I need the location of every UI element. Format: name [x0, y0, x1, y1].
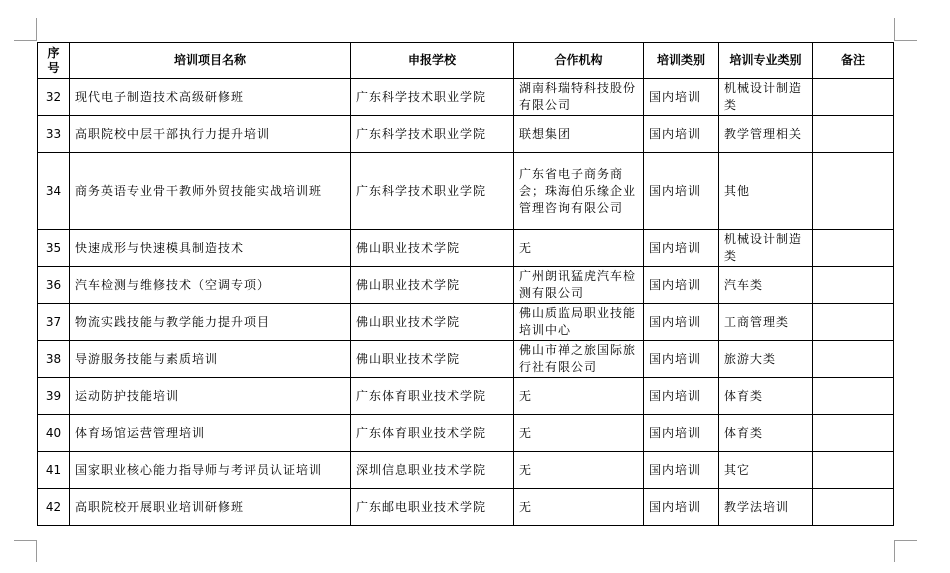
cell-seq: 42 [38, 489, 70, 526]
cell-seq: 35 [38, 230, 70, 267]
cell-major: 汽车类 [719, 267, 813, 304]
cell-major: 机械设计制造类 [719, 230, 813, 267]
header-partner: 合作机构 [514, 43, 644, 79]
cell-note [813, 304, 894, 341]
table-row [38, 341, 894, 378]
cell-major: 其它 [719, 452, 813, 489]
cell-note [813, 452, 894, 489]
cell-seq: 36 [38, 267, 70, 304]
cell-project-name: 现代电子制造技术高级研修班 [70, 79, 351, 116]
table-row [38, 452, 894, 489]
cell-partner: 广州朗讯猛虎汽车检测有限公司 [514, 267, 644, 304]
table-row [38, 415, 894, 452]
cell-school: 佛山职业技术学院 [351, 267, 514, 304]
cell-school: 佛山职业技术学院 [351, 230, 514, 267]
cell-school: 广东邮电职业技术学院 [351, 489, 514, 526]
cell-partner: 佛山市禅之旅国际旅行社有限公司 [514, 341, 644, 378]
cell-seq: 41 [38, 452, 70, 489]
table-row [38, 79, 894, 116]
cell-category: 国内培训 [644, 341, 719, 378]
cell-note [813, 230, 894, 267]
cell-school: 佛山职业技术学院 [351, 341, 514, 378]
header-seq-glyph: 序 [47, 45, 60, 60]
cell-category: 国内培训 [644, 230, 719, 267]
cell-school: 广东体育职业技术学院 [351, 378, 514, 415]
table-row [38, 116, 894, 153]
cell-project-name: 高职院校中层干部执行力提升培训 [70, 116, 351, 153]
crop-mark-top-left-horizontal [14, 40, 37, 41]
cell-school: 广东科学技术职业学院 [351, 116, 514, 153]
header-school: 申报学校 [351, 43, 514, 79]
cell-major: 工商管理类 [719, 304, 813, 341]
crop-mark-top-right-vertical [894, 18, 895, 40]
cell-partner: 联想集团 [514, 116, 644, 153]
cell-category: 国内培训 [644, 378, 719, 415]
header-project-name: 培训项目名称 [70, 43, 351, 79]
cell-seq: 34 [38, 153, 70, 230]
cell-project-name: 汽车检测与维修技术（空调专项） [70, 267, 351, 304]
cell-seq: 40 [38, 415, 70, 452]
cell-partner: 无 [514, 489, 644, 526]
cell-partner: 湖南科瑞特科技股份有限公司 [514, 79, 644, 116]
cell-school: 佛山职业技术学院 [351, 304, 514, 341]
cell-seq: 39 [38, 378, 70, 415]
cell-category: 国内培训 [644, 304, 719, 341]
cell-note [813, 116, 894, 153]
cell-major: 体育类 [719, 415, 813, 452]
cell-note [813, 153, 894, 230]
table-row [38, 267, 894, 304]
cell-school: 深圳信息职业技术学院 [351, 452, 514, 489]
header-seq-glyph: 号 [47, 60, 60, 75]
cell-note [813, 341, 894, 378]
header-seq-char-1 [38, 46, 69, 76]
crop-mark-bottom-right-horizontal [894, 540, 917, 541]
table-row [38, 153, 894, 230]
header-major: 培训专业类别 [719, 43, 813, 79]
cell-partner: 无 [514, 378, 644, 415]
cell-note [813, 79, 894, 116]
header-seq [38, 43, 70, 79]
cell-project-name: 运动防护技能培训 [70, 378, 351, 415]
table-header-row [38, 43, 894, 79]
cell-project-name: 国家职业核心能力指导师与考评员认证培训 [70, 452, 351, 489]
cell-major: 教学法培训 [719, 489, 813, 526]
cell-category: 国内培训 [644, 452, 719, 489]
training-project-table [37, 42, 894, 526]
table-row [38, 489, 894, 526]
header-category: 培训类别 [644, 43, 719, 79]
cell-category: 国内培训 [644, 489, 719, 526]
cell-major: 教学管理相关 [719, 116, 813, 153]
cell-project-name: 导游服务技能与素质培训 [70, 341, 351, 378]
cell-category: 国内培训 [644, 116, 719, 153]
cell-school: 广东科学技术职业学院 [351, 153, 514, 230]
cell-project-name: 高职院校开展职业培训研修班 [70, 489, 351, 526]
cell-seq: 37 [38, 304, 70, 341]
crop-mark-top-left-vertical [36, 18, 37, 40]
cell-major: 其他 [719, 153, 813, 230]
cell-category: 国内培训 [644, 79, 719, 116]
header-note: 备注 [813, 43, 894, 79]
cell-seq: 38 [38, 341, 70, 378]
crop-mark-bottom-left-vertical [36, 540, 37, 562]
cell-note [813, 489, 894, 526]
cell-partner: 无 [514, 415, 644, 452]
cell-partner: 无 [514, 452, 644, 489]
crop-mark-top-right-horizontal [894, 40, 917, 41]
cell-category: 国内培训 [644, 415, 719, 452]
cell-major: 旅游大类 [719, 341, 813, 378]
cell-school: 广东体育职业技术学院 [351, 415, 514, 452]
cell-major: 体育类 [719, 378, 813, 415]
cell-category: 国内培训 [644, 267, 719, 304]
table-row [38, 230, 894, 267]
cell-partner: 佛山质监局职业技能培训中心 [514, 304, 644, 341]
cell-major: 机械设计制造类 [719, 79, 813, 116]
cell-partner: 无 [514, 230, 644, 267]
cell-project-name: 商务英语专业骨干教师外贸技能实战培训班 [70, 153, 351, 230]
cell-seq: 33 [38, 116, 70, 153]
table-row [38, 378, 894, 415]
cell-partner: 广东省电子商务商会；珠海伯乐缘企业管理咨询有限公司 [514, 153, 644, 230]
crop-mark-bottom-left-horizontal [14, 540, 37, 541]
cell-project-name: 物流实践技能与教学能力提升项目 [70, 304, 351, 341]
cell-school: 广东科学技术职业学院 [351, 79, 514, 116]
cell-category: 国内培训 [644, 153, 719, 230]
cell-project-name: 体育场馆运营管理培训 [70, 415, 351, 452]
cell-note [813, 415, 894, 452]
crop-mark-bottom-right-vertical [894, 540, 895, 562]
cell-note [813, 267, 894, 304]
cell-note [813, 378, 894, 415]
table-row [38, 304, 894, 341]
cell-seq: 32 [38, 79, 70, 116]
cell-project-name: 快速成形与快速模具制造技术 [70, 230, 351, 267]
